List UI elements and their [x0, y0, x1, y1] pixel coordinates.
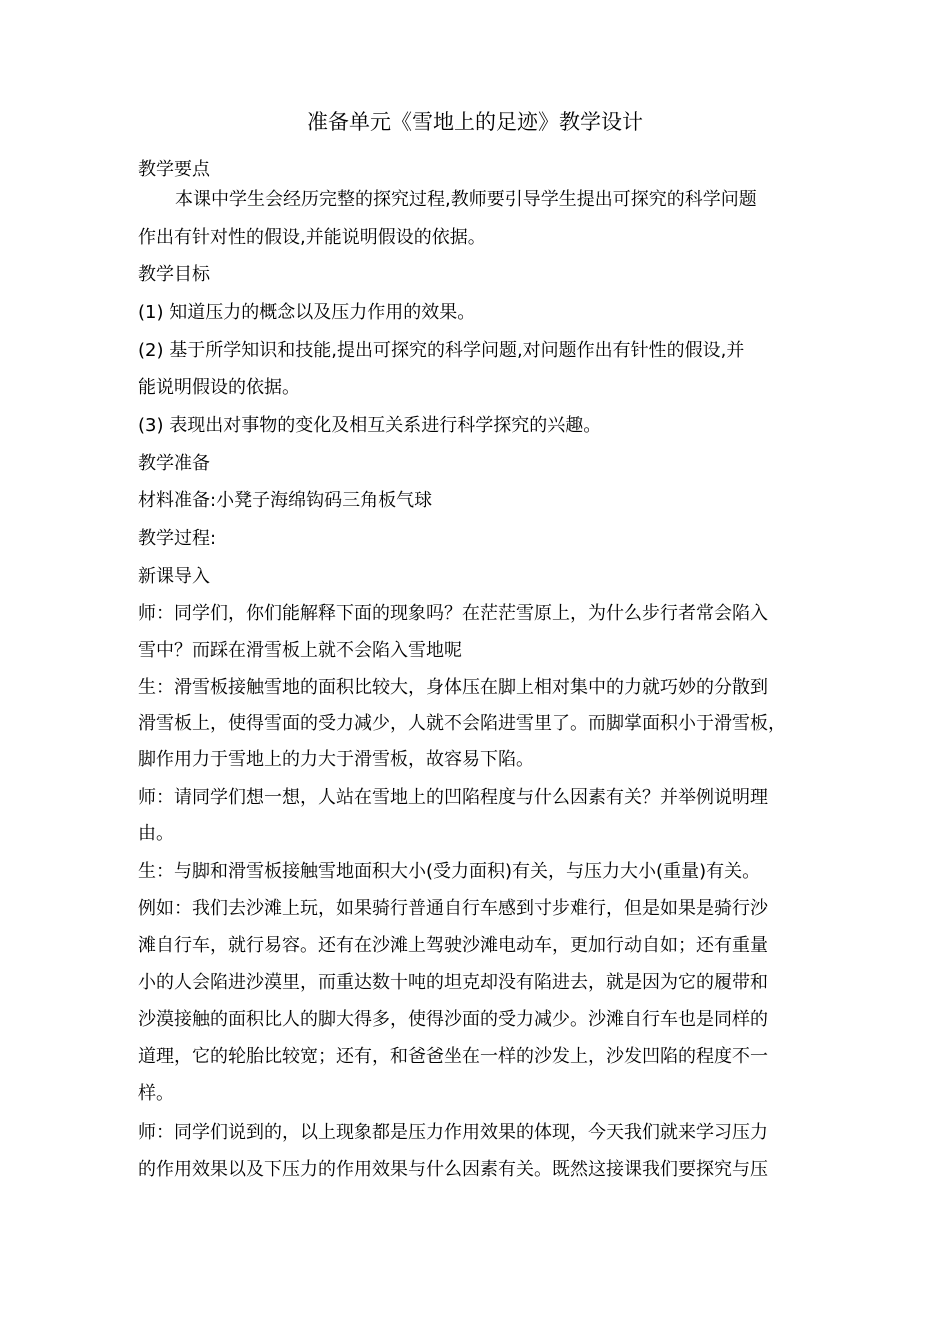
paragraph-line: 作出有针对性的假设,并能说明假设的依据。 — [138, 227, 486, 248]
paragraph-line: 本课中学生会经历完整的探究过程,教师要引导学生提出可探究的科学问题 — [175, 189, 757, 210]
goal-item: (2) 基于所学知识和技能,提出可探究的科学问题,对问题作出有针性的假设,并 — [138, 340, 745, 361]
heading-teaching-goals: 教学目标 — [138, 264, 210, 285]
heading-lesson-intro: 新课导入 — [138, 566, 210, 587]
dialogue-line: 小的人会陷进沙漠里，而重达数十吨的坦克却没有陷进去，就是因为它的履带和 — [138, 972, 768, 993]
dialogue-line: 例如：我们去沙滩上玩，如果骑行普通自行车感到寸步难行，但是如果是骑行沙 — [138, 898, 768, 919]
heading-teaching-points: 教学要点 — [138, 159, 210, 180]
dialogue-line: 的作用效果以及下压力的作用效果与什么因素有关。既然这接课我们要探究与压 — [138, 1159, 768, 1180]
dialogue-line: 师：同学们说到的，以上现象都是压力作用效果的体现，今天我们就来学习压力 — [138, 1122, 768, 1143]
dialogue-line: 沙漠接触的面积比人的脚大得多，使得沙面的受力减少。沙滩自行车也是同样的 — [138, 1009, 768, 1030]
dialogue-line: 由。 — [138, 823, 174, 844]
heading-teaching-preparation: 教学准备 — [138, 453, 210, 474]
dialogue-line: 滑雪板上，使得雪面的受力减少，人就不会陷进雪里了。而脚掌面积小于滑雪板， — [138, 713, 786, 734]
dialogue-line: 生：与脚和滑雪板接触雪地面积大小(受力面积)有关，与压力大小(重量)有关。 — [138, 861, 761, 882]
dialogue-line: 师：请同学们想一想，人站在雪地上的凹陷程度与什么因素有关？并举例说明理 — [138, 787, 768, 808]
dialogue-line: 脚作用力于雪地上的力大于滑雪板，故容易下陷。 — [138, 749, 534, 770]
materials-line: 材料准备:小凳子海绵钩码三角板气球 — [138, 490, 433, 511]
dialogue-line: 雪中？而踩在滑雪板上就不会陷入雪地呢 — [138, 640, 462, 661]
heading-teaching-process: 教学过程: — [138, 528, 217, 549]
goal-item: (3) 表现出对事物的变化及相互关系进行科学探究的兴趣。 — [138, 415, 602, 436]
dialogue-line: 样。 — [138, 1083, 174, 1104]
dialogue-line: 生：滑雪板接触雪地的面积比较大，身体压在脚上相对集中的力就巧妙的分散到 — [138, 677, 768, 698]
dialogue-line: 道理，它的轮胎比较宽；还有，和爸爸坐在一样的沙发上，沙发凹陷的程度不一 — [138, 1046, 768, 1067]
dialogue-line: 滩自行车，就行易容。还有在沙滩上驾驶沙滩电动车，更加行动自如；还有重量 — [138, 935, 768, 956]
goal-item: (1) 知道压力的概念以及压力作用的效果。 — [138, 302, 476, 323]
goal-item: 能说明假设的依据。 — [138, 377, 300, 398]
dialogue-line: 师：同学们，你们能解释下面的现象吗？在茫茫雪原上，为什么步行者常会陷入 — [138, 603, 768, 624]
document-title: 准备单元《雪地上的足迹》教学设计 — [307, 110, 643, 134]
